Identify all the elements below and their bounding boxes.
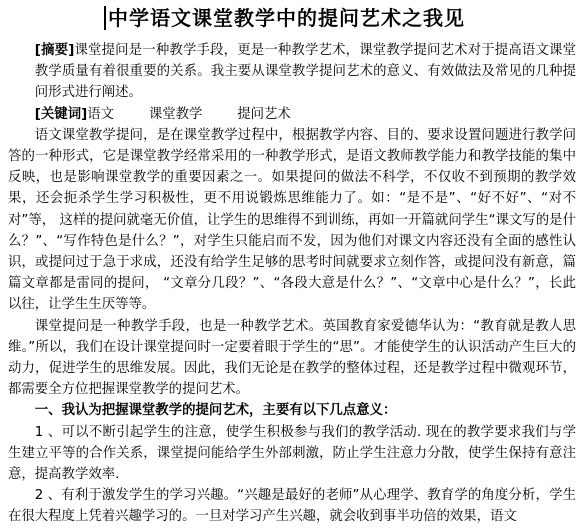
section-heading: 一、我认为把握课堂教学的提问艺术，主要有以下几点意义： — [34, 403, 397, 419]
keywords-line — [8, 104, 576, 125]
keyword-item: 提问艺术 — [237, 106, 291, 122]
text-cursor — [104, 6, 106, 30]
point-paragraph: 1 、可以不断引起学生的注意，使学生积极参与我们的教学活动. 现在的教学要求我们与学生建立平等的合作关系，课堂提问能给学生外部刺激，防止学生注意力分散，使学生保持有意注意，提高教学效率. — [8, 424, 576, 483]
keyword-item: 语文 — [87, 106, 114, 122]
abstract-text: 课堂提问是一种教学手段，更是一种教学艺术，课堂教学提问艺术对于提高语文课堂教学质量有着很重要的关系。我主要从课堂教学提问艺术的意义、有效做法及常见的几种提问形式进行阐述。 — [34, 43, 576, 101]
point-paragraph: 2 、有利于激发学生的学习兴趣。“兴趣是最好的老师”从心理学、教育学的角度分析，学生在很大程度上凭着兴趣学习的。一旦对学习产生兴趣，就会收到事半功倍的效果，语文 — [8, 488, 576, 525]
abstract-label: [摘要] — [34, 43, 75, 58]
abstract-paragraph — [8, 40, 576, 104]
document-body — [8, 40, 576, 528]
body-paragraph: 课堂提问是一种教学手段，也是一种教学艺术。英国教育家爱德华认为：“教育就是教人思维。”所以，我们在设计课堂提问时一定要着眼于学生的“思”。才能使学生的认识活动产生巨大的动力，促进学生的思维发展。因此，我们无论是在教学的整体过程，还是教学过程中微观环节，都需要全方位把握课堂教学的提问艺术。 — [8, 318, 576, 398]
document-title: 中学语文课堂教学中的提问艺术之我见 — [108, 6, 465, 30]
keyword-item: 课堂教学 — [148, 106, 203, 122]
keywords-label: [关键词] — [34, 106, 88, 122]
body-paragraph: 语文课堂教学提问，是在课堂教学过程中，根据教学内容、目的、要求设置问题进行教学问答的一种形式，它是课堂教学经常采用的一种教学形式，是语文教师教学能力和教学技能的集中反映，也是影响课堂教学的重要因素之一。如果提问的做法不科学，不仅收不到预期的教学效果，还会扼杀学生学习积极性，更不用说锻炼思维能力了。如：“是不是”、“好不好”、“对不对”等， 这样的提问就毫无价值，让学生的思维得不到训练，再如一开篇就问学生“课文写的是什么？”、“写作特色是什么？”，对学生只能启而不发，因为他们对课文内容还没有全面的感性认识，或提问过于急于求成，还没有给学生足够的思考时间就要求立刻作答，或提问没有新意，篇篇文章都是雷同的提问， “文章分几段？”、“各段大意是什么？”、“文章中心是什么？”，长此以往，让学生生厌等等。 — [8, 127, 576, 313]
